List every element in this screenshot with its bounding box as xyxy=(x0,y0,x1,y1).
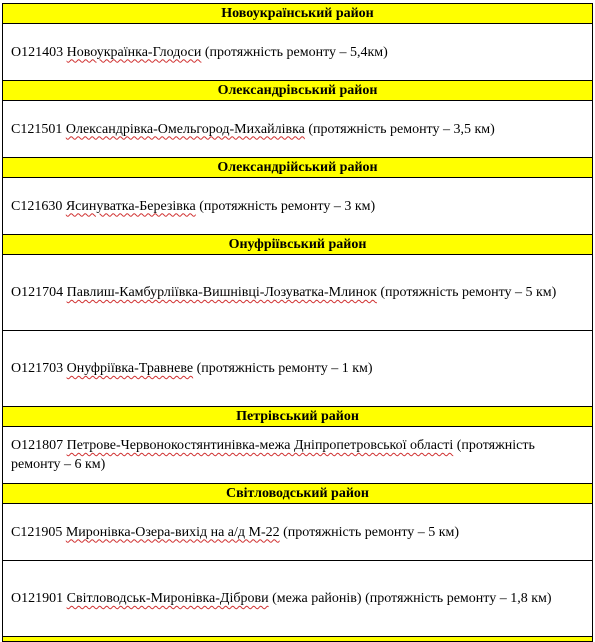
road-code: С121501 xyxy=(11,121,63,137)
road-entry xyxy=(11,120,495,139)
repair-length: (протяжність ремонту – 6 км) xyxy=(11,438,535,472)
road-name: Світловодськ-Миронівка-Діброви xyxy=(66,591,269,606)
district-boundary-note: (межа районів) xyxy=(272,591,362,606)
road-code: О121901 xyxy=(11,591,64,606)
district-header: Онуфріївський район xyxy=(3,235,593,255)
road-code: О121704 xyxy=(11,285,64,300)
repair-length: (протяжність ремонту – 3 км) xyxy=(199,198,376,214)
road-entry xyxy=(11,197,375,216)
repair-length: (протяжність ремонту – 5 км) xyxy=(283,524,460,540)
repair-length: (протяжність ремонту – 5 км) xyxy=(380,285,557,300)
road-code: О121807 xyxy=(11,438,64,453)
road-code: С121905 xyxy=(11,524,63,540)
road-repair-table xyxy=(2,3,593,642)
district-header: Петрівський район xyxy=(3,407,593,427)
road-entry xyxy=(11,436,586,474)
road-name: Петрове-Червонокостянтинівка-межа Дніпропетровської області xyxy=(66,438,454,453)
road-code: С121630 xyxy=(11,198,63,214)
road-name: Новоукраїнка-Глодоси xyxy=(66,44,202,60)
road-entry xyxy=(11,523,459,542)
repair-length: (протяжність ремонту – 3,5 км) xyxy=(308,121,495,137)
road-row xyxy=(3,561,593,637)
repair-length: (протяжність ремонту – 1,8 км) xyxy=(365,591,552,606)
next-district-header-cutoff xyxy=(3,637,593,642)
repair-length: (протяжність ремонту – 5,4км) xyxy=(204,44,388,60)
road-code: О121403 xyxy=(11,44,64,60)
district-header: Світловодський район xyxy=(3,484,593,504)
district-header: Новоукраїнський район xyxy=(3,4,593,24)
road-entry xyxy=(11,589,552,608)
road-row xyxy=(3,504,593,561)
road-row xyxy=(3,255,593,331)
road-name: Онуфріївка-Травневе xyxy=(66,361,194,376)
road-name: Ясинуватка-Березівка xyxy=(65,198,196,214)
road-entry xyxy=(11,43,388,62)
district-header: Олександрівський район xyxy=(3,81,593,101)
road-code: О121703 xyxy=(11,361,64,376)
road-row xyxy=(3,331,593,407)
repair-length: (протяжність ремонту – 1 км) xyxy=(196,361,373,376)
road-name: Павлиш-Камбурліївка-Вишнівці-Лозуватка-Млинок xyxy=(66,285,377,300)
road-row xyxy=(3,101,593,158)
district-header: Олександрійський район xyxy=(3,158,593,178)
road-name: Миронівка-Озера-вихід на а/д М-22 xyxy=(65,524,280,540)
road-row xyxy=(3,24,593,81)
road-entry xyxy=(11,359,373,378)
road-row xyxy=(3,427,593,484)
road-entry xyxy=(11,283,556,302)
road-row xyxy=(3,178,593,235)
road-name: Олександрівка-Омельгород-Михайлівка xyxy=(65,121,305,137)
